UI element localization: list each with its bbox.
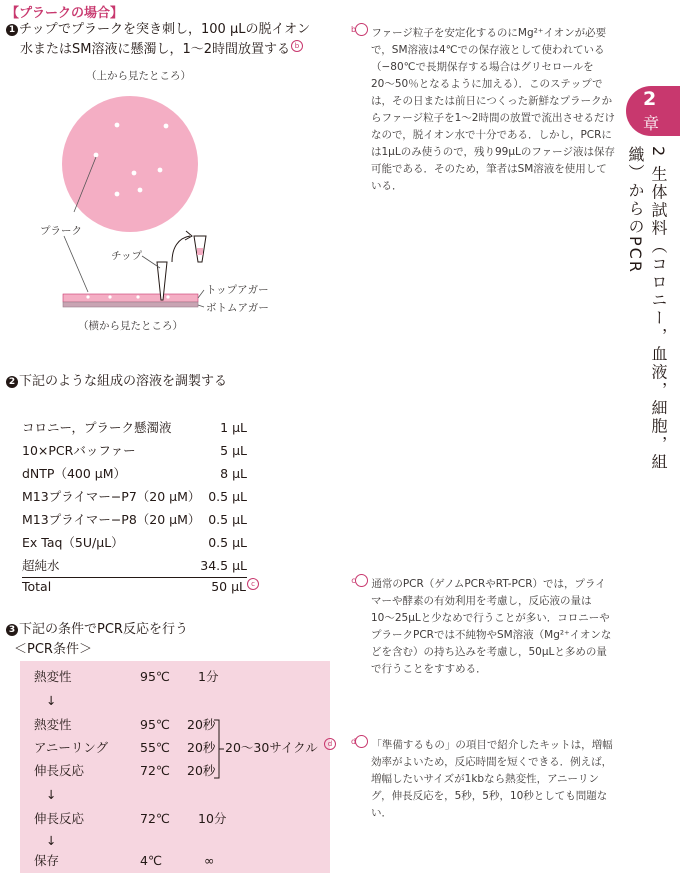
flow-arrow: ↓: [46, 693, 57, 708]
plaque-dot: [108, 295, 111, 298]
chapter-label: 章: [643, 114, 660, 133]
step-1-text-1: チップでプラークを突き刺し，100 μLの脱イオン: [19, 22, 311, 37]
step-3-text: 下記の条件でPCR反応を行う: [19, 622, 188, 637]
table-row: コロニー，プラーク懸濁液 1 μL: [22, 420, 247, 435]
note-mark-c: c: [355, 574, 368, 587]
flow-arrow: ↓: [46, 833, 57, 848]
flow-arrow: ↓: [46, 787, 57, 802]
plaque-leader-line: [64, 236, 88, 292]
ref-mark-b: b: [291, 40, 303, 52]
note-mark-b: b: [355, 23, 368, 36]
note-c-text: 通常のPCR（ゲノムPCRやRT-PCR）では，プライマーや酵素の有効利用を考慮し，反応液の量は10〜25μLと少なめで行うことが多い．コロニーやプラークPCRでは不純物やSM溶液（Mg²⁺イオンなどを含む）の持ち込みを考慮し，50μLと多めの量で行うことをすすめる．: [371, 578, 612, 675]
arrow-head-icon: [185, 231, 192, 240]
tip-sample-fill: [197, 248, 203, 255]
note-d: [350, 735, 615, 822]
pcr-conditions-heading: ＜PCR条件＞: [14, 642, 92, 657]
table-total-row: Total 50 μL c: [22, 576, 247, 598]
transfer-arrow-icon: [172, 236, 190, 262]
step-1-text-2: 水またはSM溶液に懸濁し，1〜2時間放置する: [20, 42, 291, 57]
table-row: M13プライマー−P7（20 μM） 0.5 μL: [22, 489, 247, 504]
top-agar-layer: [63, 294, 198, 302]
table-row: M13プライマー−P8（20 μM） 0.5 μL: [22, 512, 247, 527]
plaque-diagram: [0, 0, 340, 340]
table-row: 10×PCRバッファー 5 μL: [22, 443, 247, 458]
plaque-dot: [158, 168, 163, 173]
step-2: [6, 372, 227, 392]
plaque-dot: [138, 188, 143, 193]
pcr-conditions-box: 熱変性 95℃ 1分 ↓ 熱変性 95℃ 20秒 アニーリング 55℃ 20秒 伸長反応 72℃ 20秒 20〜30サイクル d ↓ 伸長反応 72℃ 10分 ↓ 保存 4℃ ∞: [20, 661, 330, 873]
plaque-dot: [94, 153, 99, 158]
table-row: 超純水 34.5 μL: [22, 555, 247, 578]
bottom-agar-layer: [63, 302, 198, 307]
ref-mark-c: c: [247, 578, 259, 590]
cycle-bracket: [213, 719, 225, 779]
step-number: 1: [6, 24, 18, 36]
note-b-text: ファージ粒子を安定化するのにMg²⁺イオンが必要で，SM溶液は4℃での保存液として使われている（−80℃で長期保存する場合はグリセロールを20〜50％となるように加える）．このステップでは，その日または前日につくった新鮮なプラークからファージ粒子を1〜2時間の放置で流出させるだけなので，脱イオン水で十分である．しかし，PCRには1μLのみ使うので，残り99μLのファージ液は保存可能である．そのため，筆者はSM溶液を使用している．: [371, 27, 615, 192]
tip-label: チップ: [111, 250, 143, 262]
step-number: 3: [6, 624, 18, 636]
bottom-agar-label: ボトムアガー: [206, 302, 269, 314]
top-agar-label: トップアガー: [206, 284, 269, 296]
note-mark-d: d: [355, 735, 368, 748]
chapter-side-title: 2 生体試料（コロニー，血液，細胞，組織）からのPCR: [626, 146, 668, 472]
bottom-agar-leader-line: [198, 305, 204, 307]
petri-dish-top-view: [62, 96, 198, 232]
step-3: [6, 620, 188, 640]
side-view-caption: （横から見たところ）: [78, 320, 183, 332]
note-d-text: 「準備するもの」の項目で紹介したキットは，増幅効率がよいため，反応時間を短くできる．例えば，増幅したいサイズが1kbなら熱変性，アニーリング，伸長反応を，5秒，5秒，10秒としても問題ない．: [371, 739, 613, 819]
top-view-caption: （上から見たところ）: [86, 70, 191, 82]
total-amount: 50 μL: [211, 579, 246, 594]
plaque-label: プラーク: [40, 225, 82, 237]
plaque-dot: [136, 295, 139, 298]
plaque-dot: [164, 124, 169, 129]
chapter-tab: [626, 86, 680, 136]
step-2-text: 下記のような組成の溶液を調製する: [19, 374, 228, 389]
top-agar-leader-line: [198, 290, 204, 298]
section-title: 【プラークの場合】: [6, 6, 124, 21]
plaque-dot: [132, 171, 137, 176]
plaque-dot: [86, 295, 89, 298]
plaque-dot: [115, 123, 120, 128]
chapter-number: 2: [643, 88, 657, 110]
step-number: 2: [6, 376, 18, 388]
plaque-dot: [115, 192, 120, 197]
note-c: [351, 574, 615, 678]
plaque-dot: [166, 295, 169, 298]
table-row: Ex Taq（5U/μL） 0.5 μL: [22, 535, 247, 550]
note-b: [350, 23, 615, 195]
table-row: dNTP（400 μM） 8 μL: [22, 466, 247, 481]
ref-mark-d: d: [324, 738, 336, 750]
